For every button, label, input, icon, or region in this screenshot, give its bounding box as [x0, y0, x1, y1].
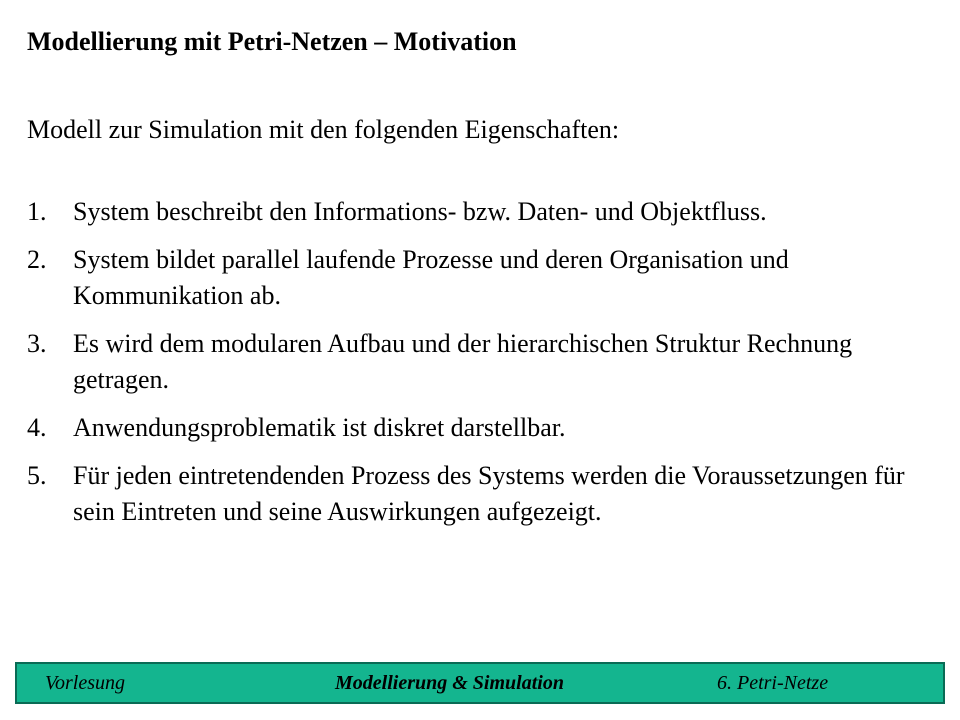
- list-item-number: 3.: [27, 329, 47, 358]
- intro-text: Modell zur Simulation mit den folgenden Eigenschaften:: [27, 115, 620, 144]
- list-item-text: System bildet parallel laufende Prozesse und deren Organisation und Kommunikation ab.: [73, 245, 789, 310]
- list-item-number: 2.: [27, 245, 47, 274]
- list-item-number: 5.: [27, 461, 47, 490]
- list-item-text: Für jeden eintretendenden Prozess des Systems werden die Voraussetzungen für sein Eintreten und seine Auswirkungen aufgezeigt.: [73, 461, 905, 526]
- footer-bar: [15, 662, 945, 704]
- list-item-number: 4.: [27, 413, 47, 442]
- property-list: [27, 194, 937, 530]
- footer-lecture-label: Vorlesung: [45, 672, 125, 694]
- list-item-text: Es wird dem modularen Aufbau und der hierarchischen Struktur Rechnung getragen.: [73, 329, 853, 394]
- list-item-text: Anwendungsproblematik ist diskret darstellbar.: [73, 413, 566, 442]
- list-item: [27, 410, 937, 446]
- list-item: [27, 458, 937, 530]
- list-item: [27, 242, 937, 314]
- list-item: [27, 194, 937, 230]
- footer-course-title: Modellierung & Simulation: [335, 672, 564, 694]
- list-item-number: 1.: [27, 197, 47, 226]
- list-item: [27, 326, 937, 398]
- footer-chapter-label: 6. Petri-Netze: [717, 672, 829, 694]
- slide-title: Modellierung mit Petri-Netzen – Motivation: [27, 27, 517, 56]
- list-item-text: System beschreibt den Informations- bzw. Daten- und Objektfluss.: [73, 197, 767, 226]
